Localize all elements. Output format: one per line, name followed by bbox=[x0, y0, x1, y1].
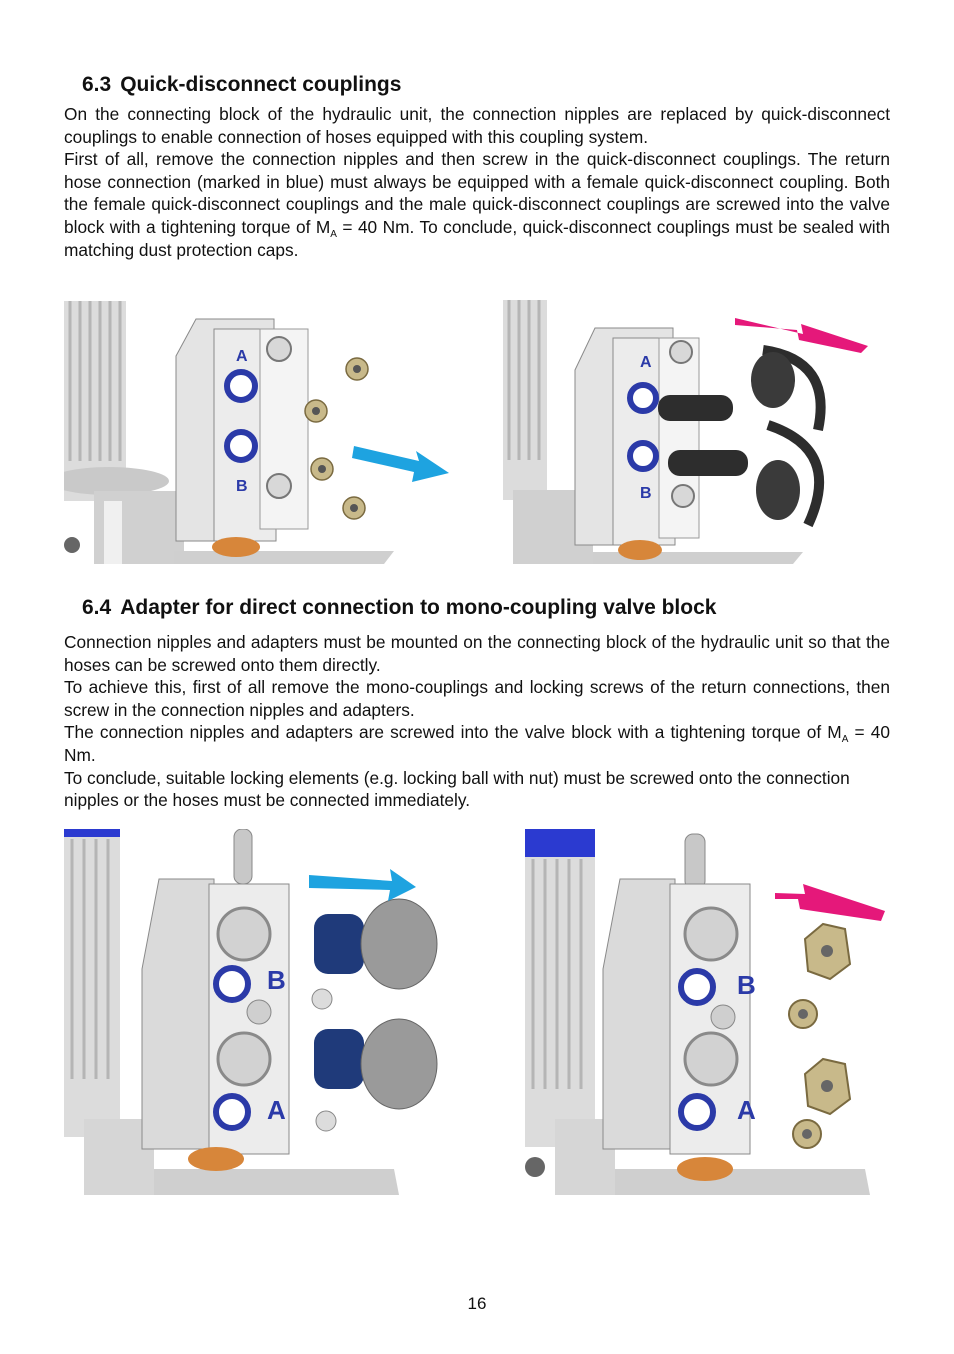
section-6-4-heading bbox=[82, 596, 716, 620]
section-6-3-body bbox=[64, 103, 890, 261]
text-run: = 40 Nm. bbox=[64, 722, 891, 765]
figure-mono-couplings-removed bbox=[64, 829, 441, 1195]
paragraph bbox=[64, 148, 890, 261]
paragraph bbox=[64, 721, 890, 766]
section-title: Adapter for direct connection to mono-coupling valve block bbox=[120, 596, 717, 619]
port-label-b: B bbox=[236, 478, 248, 495]
text-run: = 40 Nm. To conclude, quick-disconnect couplings must be sealed with matching dust protection caps. bbox=[64, 216, 891, 260]
paragraph: To conclude, suitable locking elements (e.g. locking ball with nut) must be screwed onto the connection nipples or the hoses must be connected immediately. bbox=[64, 767, 850, 811]
subscript: A bbox=[330, 228, 337, 240]
port-label-a: A bbox=[640, 354, 652, 371]
port-label-a: A bbox=[236, 348, 248, 365]
subscript: A bbox=[841, 734, 849, 746]
section-6-3-heading bbox=[82, 73, 401, 97]
figure-nipples-removed bbox=[64, 301, 450, 564]
port-label-a: A bbox=[737, 1095, 756, 1125]
paragraph: On the connecting block of the hydraulic unit, the connection nipples are replaced by quick-disconnect couplings to enable connection of hoses equipped with this coupling system. bbox=[64, 104, 890, 147]
section-number: 6.4 bbox=[82, 596, 112, 619]
port-label-a: A bbox=[267, 1095, 286, 1125]
paragraph: To achieve this, first of all remove the mono-couplings and locking screws of the return connections, then screw in the connection nipples and adapters. bbox=[64, 677, 890, 720]
port-label-b: B bbox=[737, 970, 756, 1000]
figure-couplings-installed bbox=[503, 300, 868, 564]
text-run: The connection nipples and adapters are screwed into the valve block with a tightening torque of M bbox=[64, 722, 842, 743]
port-label-b: B bbox=[640, 485, 652, 502]
text-run: First of all, remove the connection nipples and then screw in the quick-disconnect couplings. The return hose connection (marked in blue) must always be equipped with a female quick-disconnect coupling. Both the female quick-disconnect couplings and the male quick-disconnect couplings are screwed into the valve block with a tightening torque of M bbox=[64, 149, 890, 237]
port-label-b: B bbox=[267, 965, 286, 995]
page-number: 16 bbox=[467, 1294, 487, 1313]
figure-adapters-installed bbox=[525, 829, 889, 1195]
paragraph: Connection nipples and adapters must be mounted on the connecting block of the hydraulic unit so that the hoses can be screwed onto them directly. bbox=[64, 632, 890, 675]
section-title: Quick-disconnect couplings bbox=[120, 73, 402, 96]
section-6-4-body bbox=[64, 631, 890, 812]
section-number: 6.3 bbox=[82, 73, 112, 96]
